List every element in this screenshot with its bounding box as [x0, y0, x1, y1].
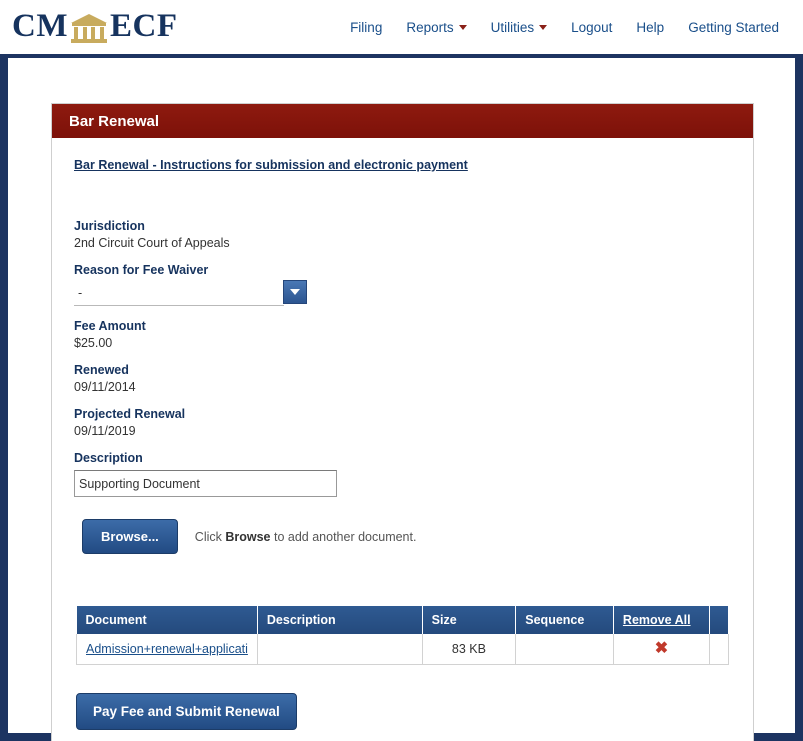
browse-hint-suffix: to add another document. [270, 529, 417, 544]
cell-sequence [516, 634, 614, 665]
cell-size: 83 KB [422, 634, 516, 665]
nav-label-help: Help [636, 19, 665, 35]
top-header [0, 0, 803, 54]
cell-document [77, 634, 258, 665]
nav-label-utilities: Utilities [490, 19, 535, 35]
table-header-row [77, 606, 729, 634]
description-label: Description [74, 451, 143, 465]
renewed-label: Renewed [74, 363, 129, 377]
nav-label-reports: Reports [406, 19, 454, 35]
column-header-sequence: Sequence [516, 606, 614, 634]
cell-description [257, 634, 422, 665]
cell-remove[interactable] [613, 634, 709, 665]
browse-button[interactable]: Browse... [82, 519, 178, 554]
projected-renewal-value: 09/11/2019 [74, 424, 136, 438]
cell-spacer [709, 634, 728, 665]
chevron-down-icon[interactable] [283, 280, 307, 304]
column-header-spacer [709, 606, 728, 634]
browse-hint-prefix: Click [194, 529, 226, 544]
nav-label-filing: Filing [350, 19, 383, 35]
nav-item-help[interactable] [624, 16, 676, 39]
jurisdiction-value: 2nd Circuit Court of Appeals [74, 236, 230, 250]
submit-row [74, 693, 731, 730]
table-row [77, 634, 729, 665]
panel-title-bar [52, 104, 753, 138]
nav-item-reports[interactable] [394, 16, 478, 39]
cmecf-logo [12, 5, 177, 47]
projected-renewal-label: Projected Renewal [74, 407, 186, 421]
page-title: Bar Renewal [69, 112, 160, 130]
logo-text-cm: CM [12, 7, 68, 44]
description-input[interactable] [74, 470, 337, 497]
fee-waiver-select-value[interactable]: - [74, 280, 284, 306]
fee-amount-label: Fee Amount [74, 319, 146, 333]
nav-item-logout[interactable] [559, 16, 624, 39]
instructions-link[interactable]: Bar Renewal - Instructions for submission and electronic payment [74, 158, 468, 172]
main-navigation [338, 0, 791, 54]
fee-amount-value: $25.00 [74, 336, 113, 350]
bar-renewal-panel [51, 103, 754, 741]
renewed-value: 09/11/2014 [74, 380, 136, 394]
column-header-document: Document [77, 606, 258, 634]
remove-all-link[interactable]: Remove All [622, 613, 691, 627]
pay-fee-submit-button[interactable]: Pay Fee and Submit Renewal [76, 693, 297, 730]
nav-item-getting-started[interactable] [676, 16, 791, 39]
jurisdiction-label: Jurisdiction [74, 219, 145, 233]
nav-label-getting-started: Getting Started [688, 19, 779, 35]
logo-text-ecf: ECF [109, 7, 178, 44]
column-header-size: Size [422, 606, 516, 634]
document-link[interactable]: Admission+renewal+applicati [86, 642, 248, 656]
nav-item-utilities[interactable] [479, 16, 560, 39]
fee-waiver-select[interactable] [74, 280, 307, 306]
browse-hint [195, 530, 417, 544]
panel-body [52, 138, 753, 741]
chevron-down-icon [539, 25, 547, 30]
courthouse-icon [71, 13, 107, 43]
page-content [8, 58, 795, 733]
browse-row [74, 519, 731, 554]
fee-waiver-label: Reason for Fee Waiver [74, 263, 209, 277]
nav-label-logout: Logout [571, 19, 613, 35]
browse-hint-bold: Browse [225, 529, 271, 544]
documents-table [76, 606, 729, 665]
page-frame [0, 54, 803, 741]
chevron-down-icon [459, 25, 467, 30]
delete-x-icon[interactable]: ✖ [654, 640, 669, 657]
nav-item-filing[interactable] [338, 16, 394, 39]
column-header-remove-all[interactable] [613, 606, 709, 634]
column-header-description: Description [257, 606, 422, 634]
